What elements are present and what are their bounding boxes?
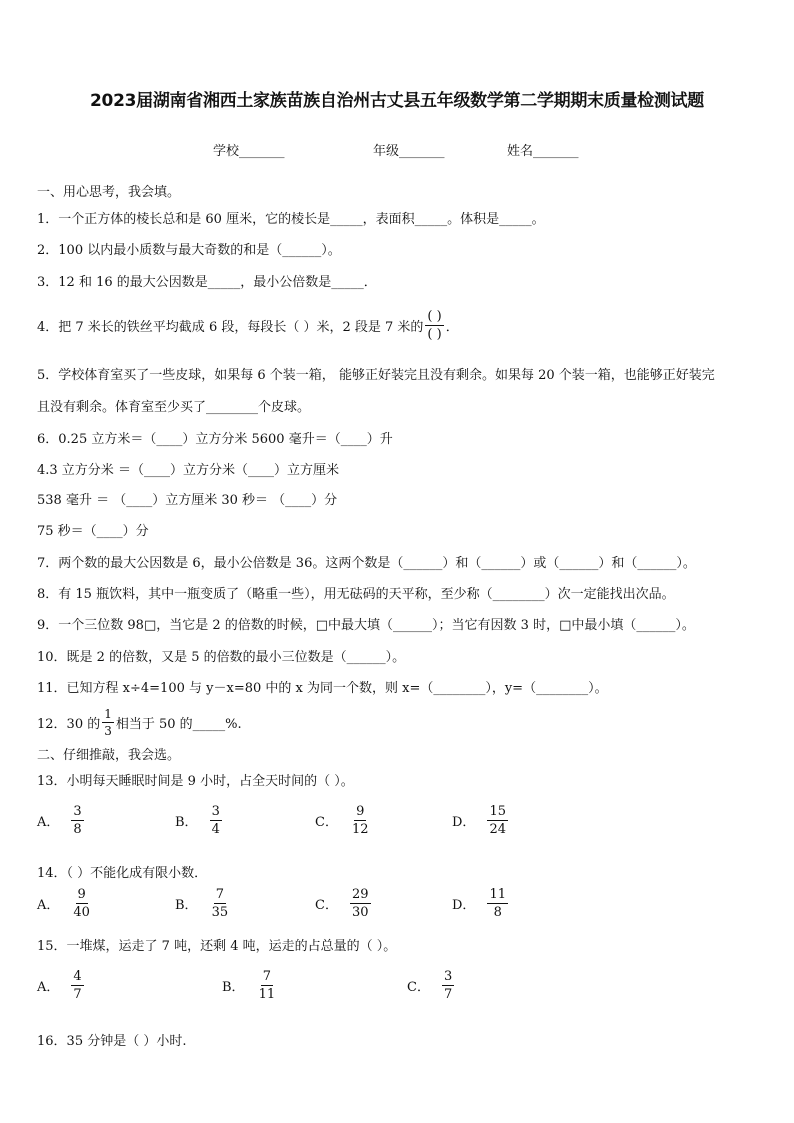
q15-option-a[interactable] xyxy=(37,970,86,1001)
name-field: 姓名_______ xyxy=(507,144,579,159)
q14-option-b[interactable] xyxy=(175,888,232,919)
q13-option-c[interactable] xyxy=(315,805,373,836)
fraction-numerator: 15 xyxy=(489,804,506,819)
section-heading-choice: 二、仔细推敲，我会选。 xyxy=(37,748,181,763)
question-12-pre: 12．30 的 xyxy=(37,716,101,732)
question-1: 1．一个正方体的棱长总和是 60 厘米，它的棱长是_____，表面积_____。体积是_____。 xyxy=(37,212,545,227)
fraction-numerator: 9 xyxy=(77,887,86,902)
page-title: 2023届湖南省湘西土家族苗族自治州古丈县五年级数学第二学期期末质量检测试题 xyxy=(90,91,704,111)
fraction-numerator: 29 xyxy=(351,887,369,902)
option-fraction xyxy=(350,805,371,836)
q15-option-b[interactable] xyxy=(222,970,279,1001)
option-label: C． xyxy=(407,980,430,995)
option-fraction xyxy=(487,805,508,836)
option-label: A． xyxy=(37,898,60,913)
question-5-line-1: 5．学校体育室买了一些皮球，如果每 6 个装一箱， 能够正好装完且没有剩余。如果每 20 个装一箱，也能够正好装完 xyxy=(37,368,715,383)
option-label: B． xyxy=(175,898,198,913)
question-15: 15．一堆煤，运走了 7 吨，还剩 4 吨，运走的占总量的（ ）。 xyxy=(37,939,397,954)
option-label: C． xyxy=(315,815,338,830)
q14-option-a[interactable] xyxy=(37,888,94,919)
option-label: D． xyxy=(452,815,476,830)
question-5-line-2: 且没有剩余。体育室至少买了________个皮球。 xyxy=(37,400,311,415)
fraction-denominator: 12 xyxy=(351,822,369,837)
option-label: B． xyxy=(222,980,245,995)
question-6-line-4: 75 秒＝（____）分 xyxy=(37,524,149,539)
q13-option-d[interactable] xyxy=(452,805,510,836)
option-label: D． xyxy=(452,898,476,913)
q14-option-d[interactable] xyxy=(452,888,510,919)
question-3: 3．12 和 16 的最大公因数是_____，最小公倍数是_____． xyxy=(37,275,377,290)
fraction-numerator: 7 xyxy=(215,887,224,902)
option-fraction xyxy=(487,888,508,919)
q14-option-c[interactable] xyxy=(315,888,373,919)
fraction-denominator: 7 xyxy=(73,987,82,1002)
option-fraction xyxy=(71,970,83,1001)
question-6-line-1: 6．0.25 立方米＝（____）立方分米 5600 毫升＝（____）升 xyxy=(37,432,393,447)
question-11: 11．已知方程 x÷4=100 与 y－x=80 中的 x 为同一个数，则 x=（________），y=（________）。 xyxy=(37,681,608,696)
option-fraction xyxy=(210,805,222,836)
fraction-numerator: 1 xyxy=(104,706,112,721)
fraction-denominator: 7 xyxy=(443,987,453,1002)
q13-option-a[interactable] xyxy=(37,805,86,836)
question-4-text: 4．把 7 米长的铁丝平均截成 6 段，每段长（ ）米，2 段是 7 米的 xyxy=(37,319,424,335)
fraction-numerator: 3 xyxy=(211,804,220,819)
fraction-numerator: 11 xyxy=(489,887,506,902)
fraction-denominator: 24 xyxy=(489,822,506,837)
fraction-denominator: 40 xyxy=(73,905,90,920)
section-heading-fill: 一、用心思考，我会填。 xyxy=(37,185,181,200)
question-12 xyxy=(37,705,242,739)
fraction-denominator: 8 xyxy=(493,905,502,920)
option-label: A． xyxy=(37,980,60,995)
fraction-numerator: 3 xyxy=(443,969,453,984)
grade-field: 年级_______ xyxy=(373,144,445,159)
option-label: B． xyxy=(175,815,198,830)
fraction-numerator: 3 xyxy=(73,804,82,819)
question-10: 10．既是 2 的倍数，又是 5 的倍数的最小三位数是（______）。 xyxy=(37,650,406,665)
question-8: 8．有 15 瓶饮料，其中一瓶变质了（略重一些），用无砝码的天平称，至少称（________）次一定能找出次品。 xyxy=(37,587,675,602)
question-13: 13．小明每天睡眠时间是 9 小时，占全天时间的（ ）。 xyxy=(37,774,354,789)
fraction-numerator: ( ) xyxy=(427,308,442,324)
option-fraction xyxy=(71,805,83,836)
option-label: C． xyxy=(315,898,338,913)
fraction-numerator: 7 xyxy=(262,969,271,984)
fraction-denominator: 35 xyxy=(211,905,229,920)
question-4-end: ． xyxy=(445,319,459,335)
question-12-post: 相当于 50 的_____%. xyxy=(115,716,242,732)
option-fraction xyxy=(442,970,454,1001)
question-14: 14．（ ）不能化成有限小数． xyxy=(37,866,208,881)
fraction-denominator: 30 xyxy=(351,905,369,920)
question-6-line-3: 538 毫升 ＝ （____）立方厘米 30 秒＝ （____）分 xyxy=(37,493,338,508)
fraction-denominator: 4 xyxy=(211,822,220,837)
option-fraction xyxy=(350,888,371,919)
option-fraction xyxy=(257,970,278,1001)
question-4 xyxy=(37,307,459,343)
question-6-line-2: 4.3 立方分米 ＝（____）立方分米（____）立方厘米 xyxy=(37,463,339,478)
option-fraction xyxy=(71,888,92,919)
fraction-denominator: 3 xyxy=(104,723,112,738)
option-label: A． xyxy=(37,815,60,830)
fraction-numerator: 4 xyxy=(73,969,82,984)
fraction-denominator: 11 xyxy=(258,987,276,1002)
question-16: 16．35 分钟是（ ）小时. xyxy=(37,1034,187,1049)
school-field: 学校_______ xyxy=(213,144,285,159)
q15-option-c[interactable] xyxy=(407,970,456,1001)
fraction-numerator: 9 xyxy=(356,804,365,819)
question-9: 9．一个三位数 98□，当它是 2 的倍数的时候，□中最大填（______）；当它有因数 3 时，□中最小填（______）。 xyxy=(37,618,695,633)
question-4-fraction xyxy=(425,310,443,341)
question-7: 7．两个数的最大公因数是 6，最小公倍数是 36。这两个数是（______）和（______）或（______）和（______）。 xyxy=(37,556,696,571)
option-fraction xyxy=(210,888,231,919)
question-2: 2．100 以内最小质数与最大奇数的和是（______）。 xyxy=(37,243,341,258)
q13-option-b[interactable] xyxy=(175,805,224,836)
question-12-fraction xyxy=(102,708,114,737)
fraction-denominator: ( ) xyxy=(427,326,442,342)
fraction-denominator: 8 xyxy=(73,822,82,837)
